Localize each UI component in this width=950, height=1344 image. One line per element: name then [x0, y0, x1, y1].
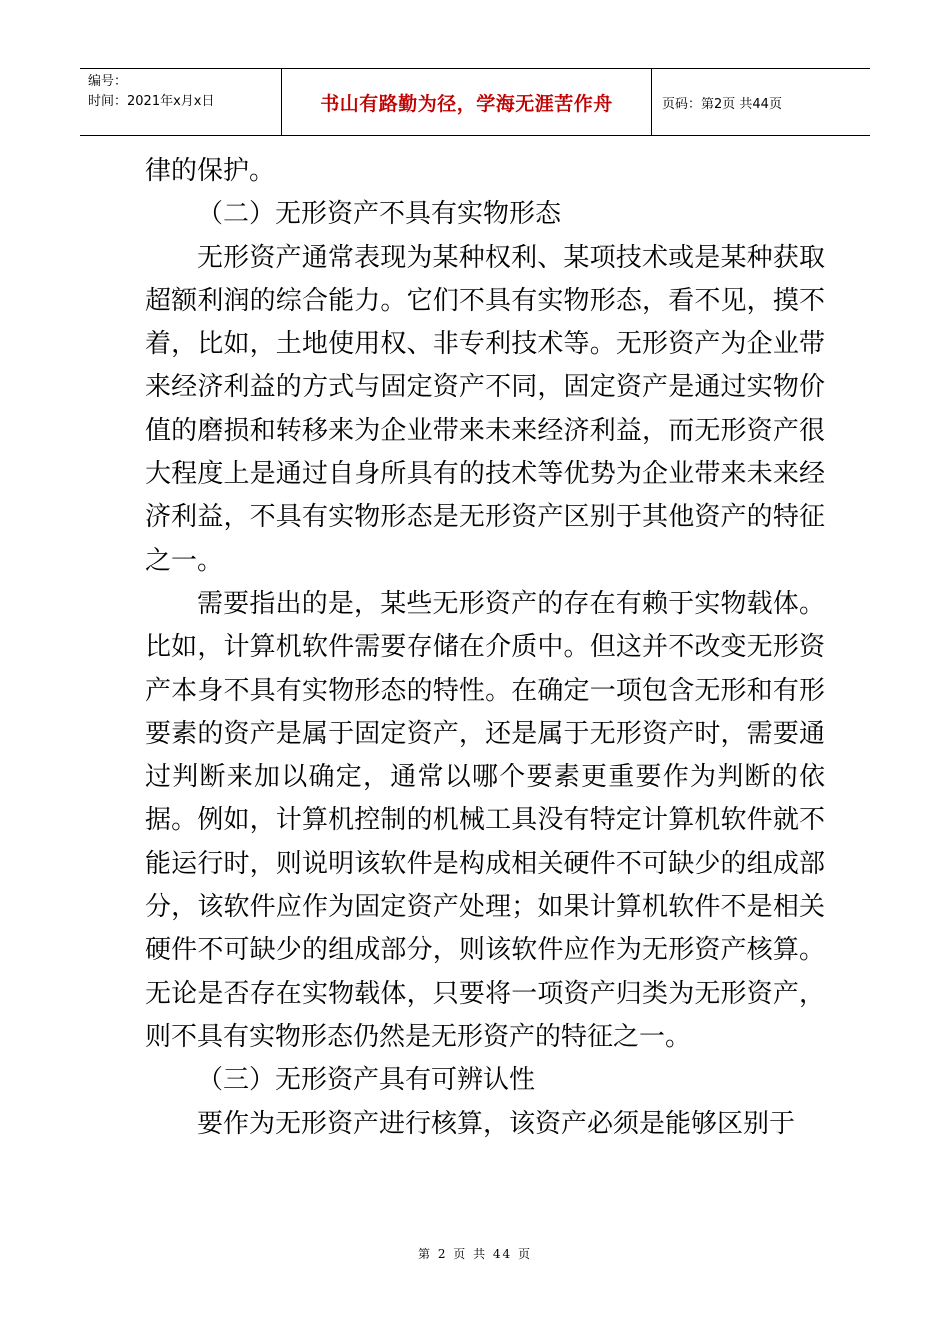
paragraph-continuation: 律的保护。 [145, 156, 276, 186]
section-heading: （二）无形资产不具有实物形态 [197, 199, 562, 230]
paragraph: 无形资产通常表现为某种权利、某项技术或是某种获取超额利润的综合能力。它们不具有实物形态，看不见，摸不着，比如，土地使用权、非专利技术等。无形资产为企业带来经济利益的方式与固定资产不同，固定资产是通过实物价值的磨损和转移来为企业带来未来经济利益，而无形资产很大程度上是通过自身所具有的技术等优势为企业带来未来经济利益，不具有实物形态是无形资产区别于其他资产的特征之一。 [145, 242, 825, 576]
page-footer: 第 2 页 共 44 页 [418, 1247, 532, 1261]
header-page-info: 页码：第2页 共44页 [662, 96, 782, 112]
section-heading: （三）无形资产具有可辨认性 [197, 1065, 536, 1096]
paragraph: 要作为无形资产进行核算，该资产必须是能够区别于 [197, 1108, 796, 1139]
document-time-label: 时间：2021年x月x日 [88, 94, 215, 109]
document-body [145, 150, 825, 1146]
paragraph: 需要指出的是，某些无形资产的存在有赖于实物载体。比如，计算机软件需要存储在介质中。但这并不改变无形资产本身不具有实物形态的特性。在确定一项包含无形和有形要素的资产是属于固定资产，还是属于无形资产时，需要通过判断来加以确定，通常以哪个要素更重要作为判断的依据。例如，计算机控制的机械工具没有特定计算机软件就不能运行时，则说明该软件是构成相关硬件不可缺少的组成部分，该软件应作为固定资产处理；如果计算机软件不是相关硬件不可缺少的组成部分，则该软件应作为无形资产核算。无论是否存在实物载体，只要将一项资产归类为无形资产，则不具有实物形态仍然是无形资产的特征之一。 [145, 588, 825, 1052]
header-motto: 书山有路勤为径，学海无涯苦作舟 [282, 69, 652, 135]
header-meta [80, 69, 282, 135]
page-header [80, 68, 870, 136]
document-number-label: 编号： [88, 74, 128, 89]
